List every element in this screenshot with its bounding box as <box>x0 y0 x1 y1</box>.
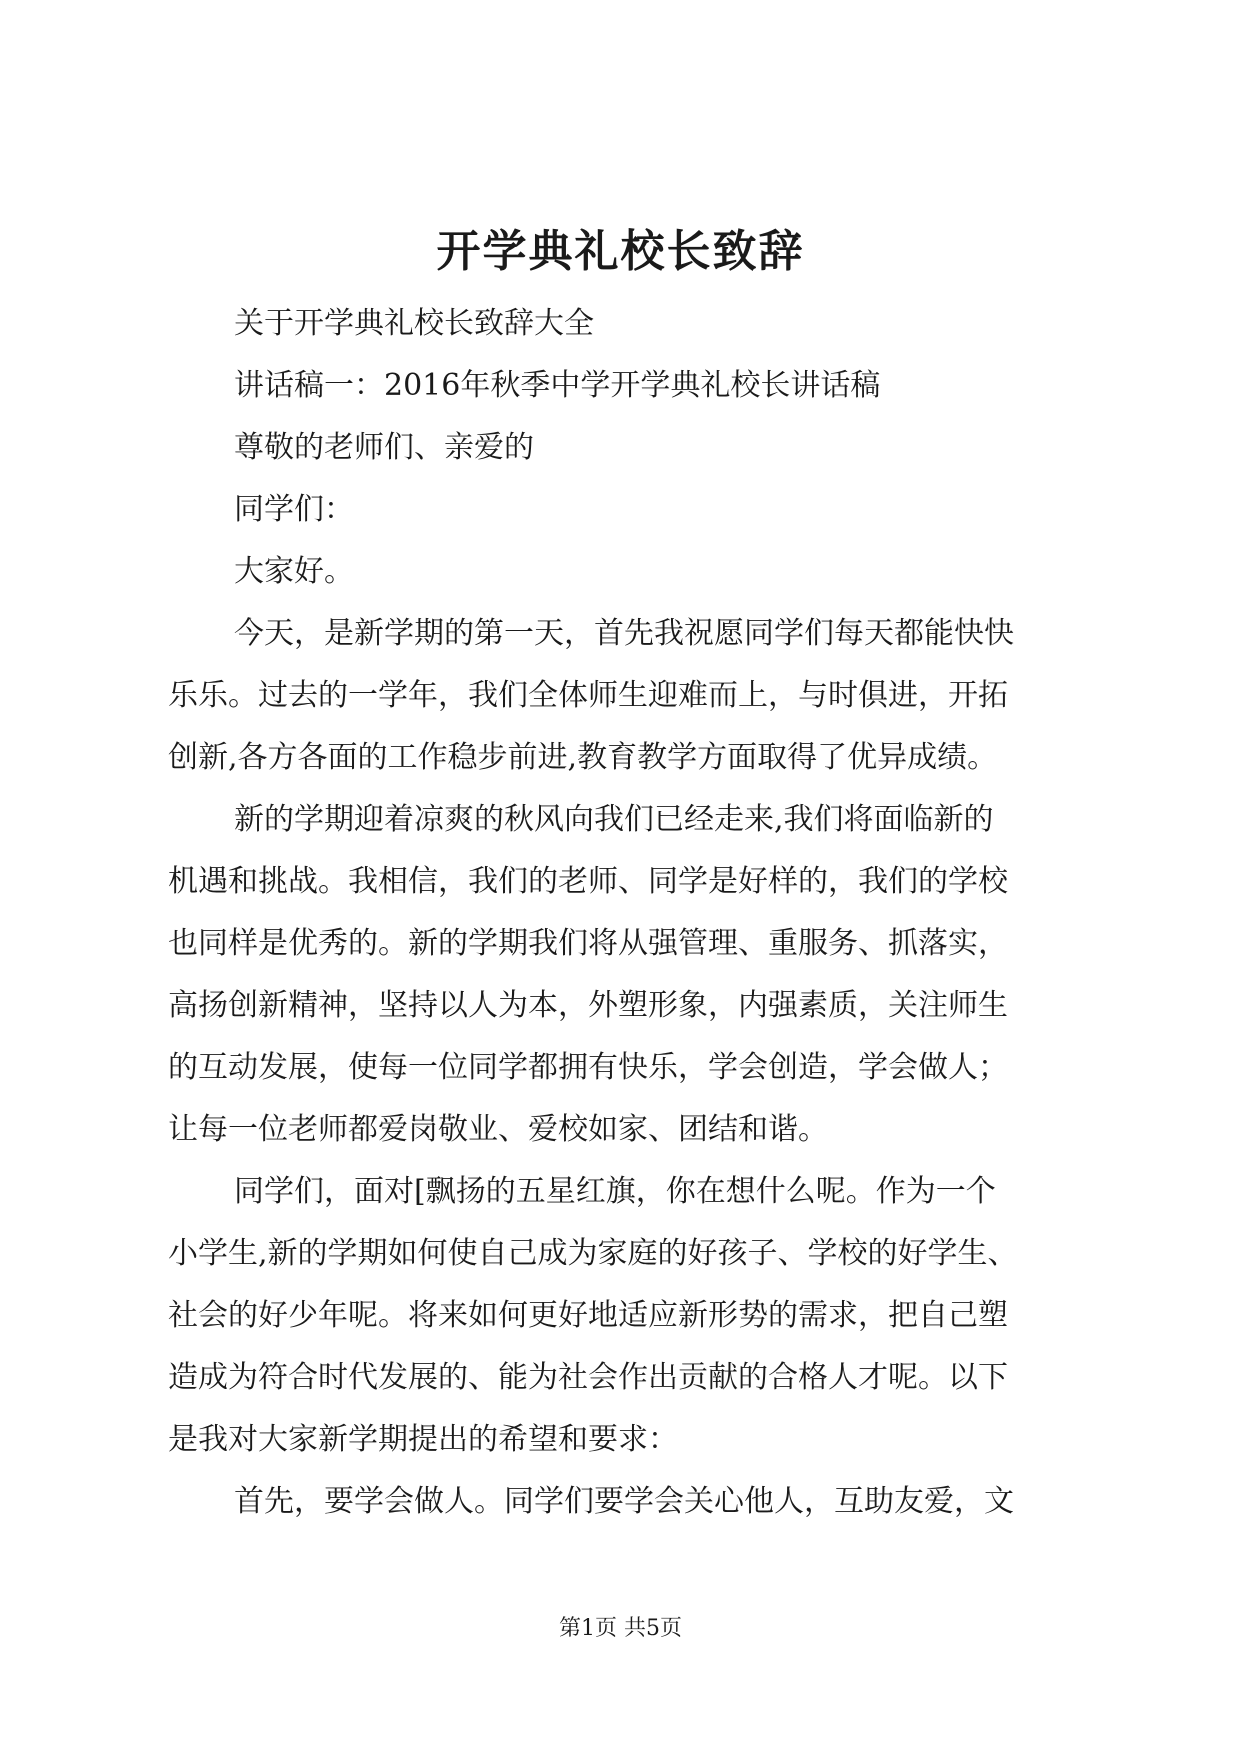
body-line: 首先，要学会做人。同学们要学会关心他人，互助友爱，文 <box>234 1484 1014 1519</box>
body-line: 同学们： <box>234 492 354 527</box>
body-line: 也同样是优秀的。新的学期我们将从强管理、重服务、抓落实， <box>168 926 1008 961</box>
page-footer: 第1页 共5页 <box>559 1616 682 1641</box>
body-line: 讲话稿一：2016年秋季中学开学典礼校长讲话稿 <box>234 368 881 403</box>
body-line: 乐乐。过去的一学年，我们全体师生迎难而上，与时俱进，开拓 <box>168 678 1008 713</box>
body-line: 小学生,新的学期如何使自己成为家庭的好孩子、学校的好学生、 <box>168 1236 1018 1271</box>
document-title: 开学典礼校长致辞 <box>436 226 805 277</box>
body-line: 关于开学典礼校长致辞大全 <box>234 306 594 341</box>
body-line: 今天，是新学期的第一天，首先我祝愿同学们每天都能快快 <box>234 616 1014 651</box>
body-line: 社会的好少年呢。将来如何更好地适应新形势的需求，把自己塑 <box>168 1298 1008 1333</box>
body-line: 高扬创新精神，坚持以人为本，外塑形象，内强素质，关注师生 <box>168 988 1008 1023</box>
body-line: 的互动发展，使每一位同学都拥有快乐，学会创造，学会做人； <box>168 1050 1008 1085</box>
body-line: 尊敬的老师们、亲爱的 <box>234 430 534 465</box>
body-line: 大家好。 <box>234 554 354 589</box>
body-line: 同学们，面对[飘扬的五星红旗，你在想什么呢。作为一个 <box>234 1174 996 1209</box>
body-line: 造成为符合时代发展的、能为社会作出贡献的合格人才呢。以下 <box>168 1360 1008 1395</box>
body-line: 机遇和挑战。我相信，我们的老师、同学是好样的，我们的学校 <box>168 864 1008 899</box>
body-line: 是我对大家新学期提出的希望和要求： <box>168 1422 678 1457</box>
body-line: 让每一位老师都爱岗敬业、爱校如家、团结和谐。 <box>168 1112 828 1147</box>
document-body <box>168 293 1088 1533</box>
body-line: 新的学期迎着凉爽的秋风向我们已经走来,我们将面临新的 <box>234 802 994 837</box>
body-line: 创新,各方各面的工作稳步前进,教育教学方面取得了优异成绩。 <box>168 740 998 775</box>
